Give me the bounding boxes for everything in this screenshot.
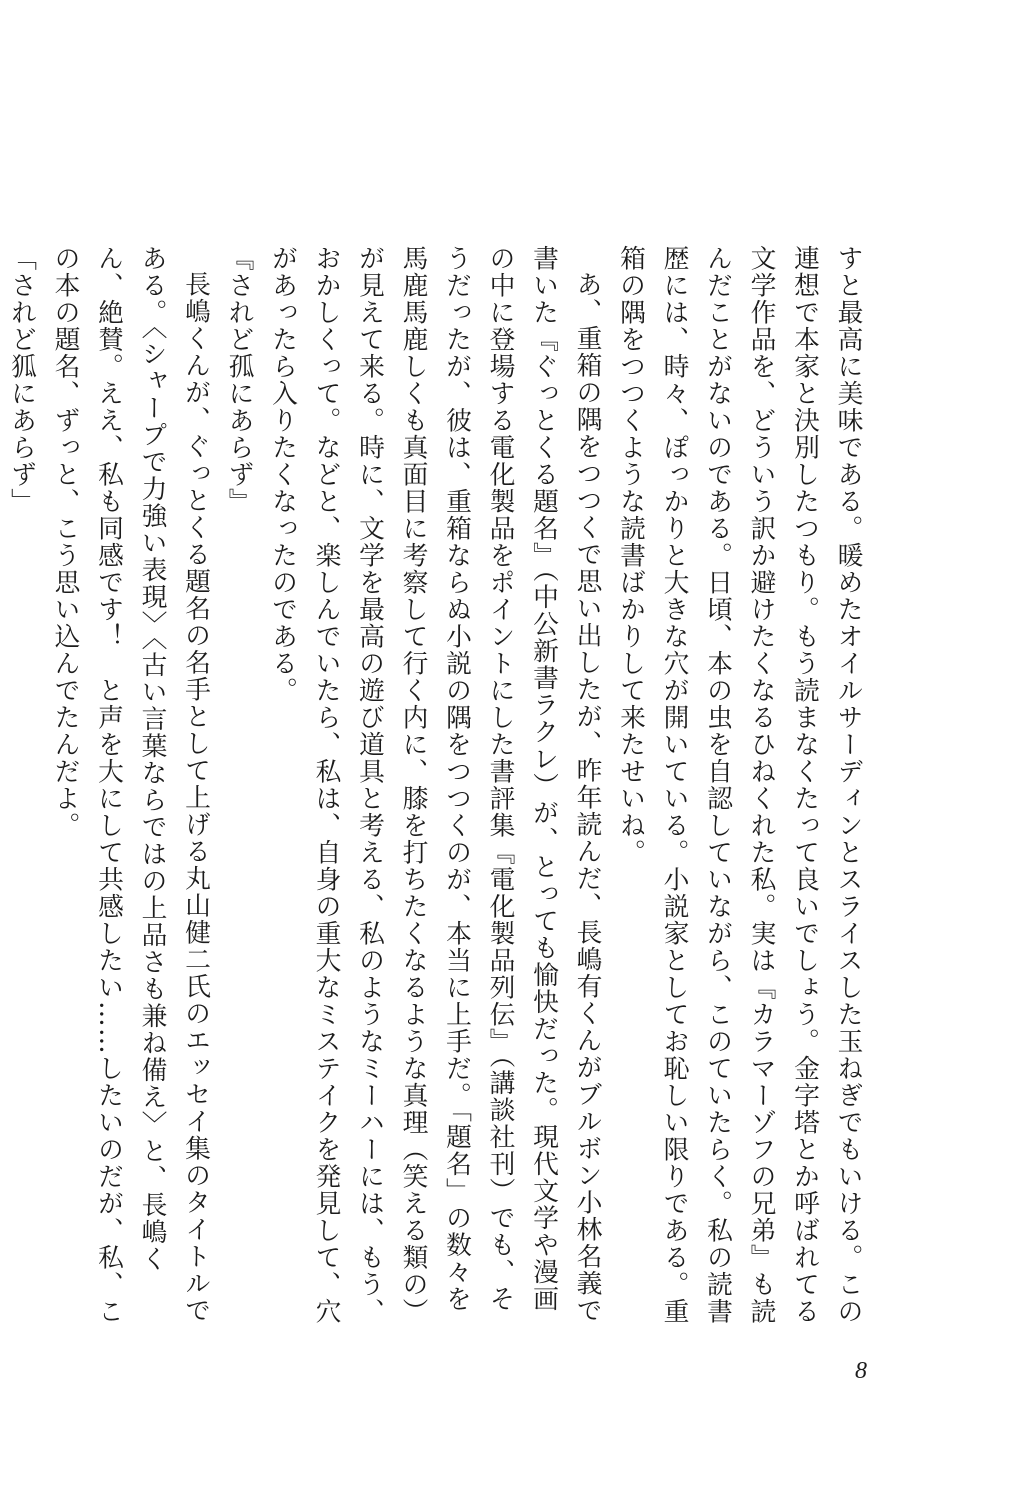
vertical-body-text [6, 245, 869, 1325]
paragraph-3: 長嶋くんが、ぐっとくる題名の名手として上げる丸山健二氏のエッセイ集のタイトルである。〈シャープで力強い表現〉〈古い言葉ならではの上品さも兼ね備え〉と、長嶋くん、絶賛。ええ、私も同感です！ と声を大にして共感したい……したいのだが、私、この本の題名、ずっと、こう思い込んでたんだよ。 [50, 245, 211, 1325]
misread-title-line: 「されど狐にあらず」 [6, 245, 37, 515]
paragraph-2: あ、重箱の隅をつつくで思い出したが、昨年読んだ、長嶋有くんがブルボン小林名義で書いた『ぐっとくる題名』（中公新書ラクレ）が、とっても愉快だった。現代文学や漫画の中に登場する電化製品をポイントにした書評集『電化製品列伝』（講談社刊）でも、そうだったが、彼は、重箱ならぬ小説の隅をつつくのが、本当に上手だ。「題名」の数々を馬鹿馬鹿しくも真面目に考察して行く内に、膝を打ちたくなるような真理（笑える類の）が見えて来る。時に、文学を最高の遊び道具と考える、私のようなミーハーには、もう、おかしくって。などと、楽しんでいたら、私は、自身の重大なミステイクを発見して、穴があったら入りたくなったのである。 [267, 245, 602, 1325]
paragraph-1: すと最高に美味である。暖めたオイルサーディンとスライスした玉ねぎでもいける。この連想で本家と決別したつもり。もう読まなくたって良いでしょう。金字塔とか呼ばれてる文学作品を、どういう訳か避けたくなるひねくれた私。実は『カラマーゾフの兄弟』も読んだことがないのである。日頃、本の虫を自認していながら、このていたらく。私の読書歴には、時々、ぽっかりと大きな穴が開いている。小説家としてお恥しい限りである。重箱の隅をつつくような読書ばかりして来たせいね。 [615, 245, 863, 1325]
quoted-title-line: 『されど孤にあらず』 [224, 245, 254, 515]
page-number: 8 [855, 1358, 867, 1384]
